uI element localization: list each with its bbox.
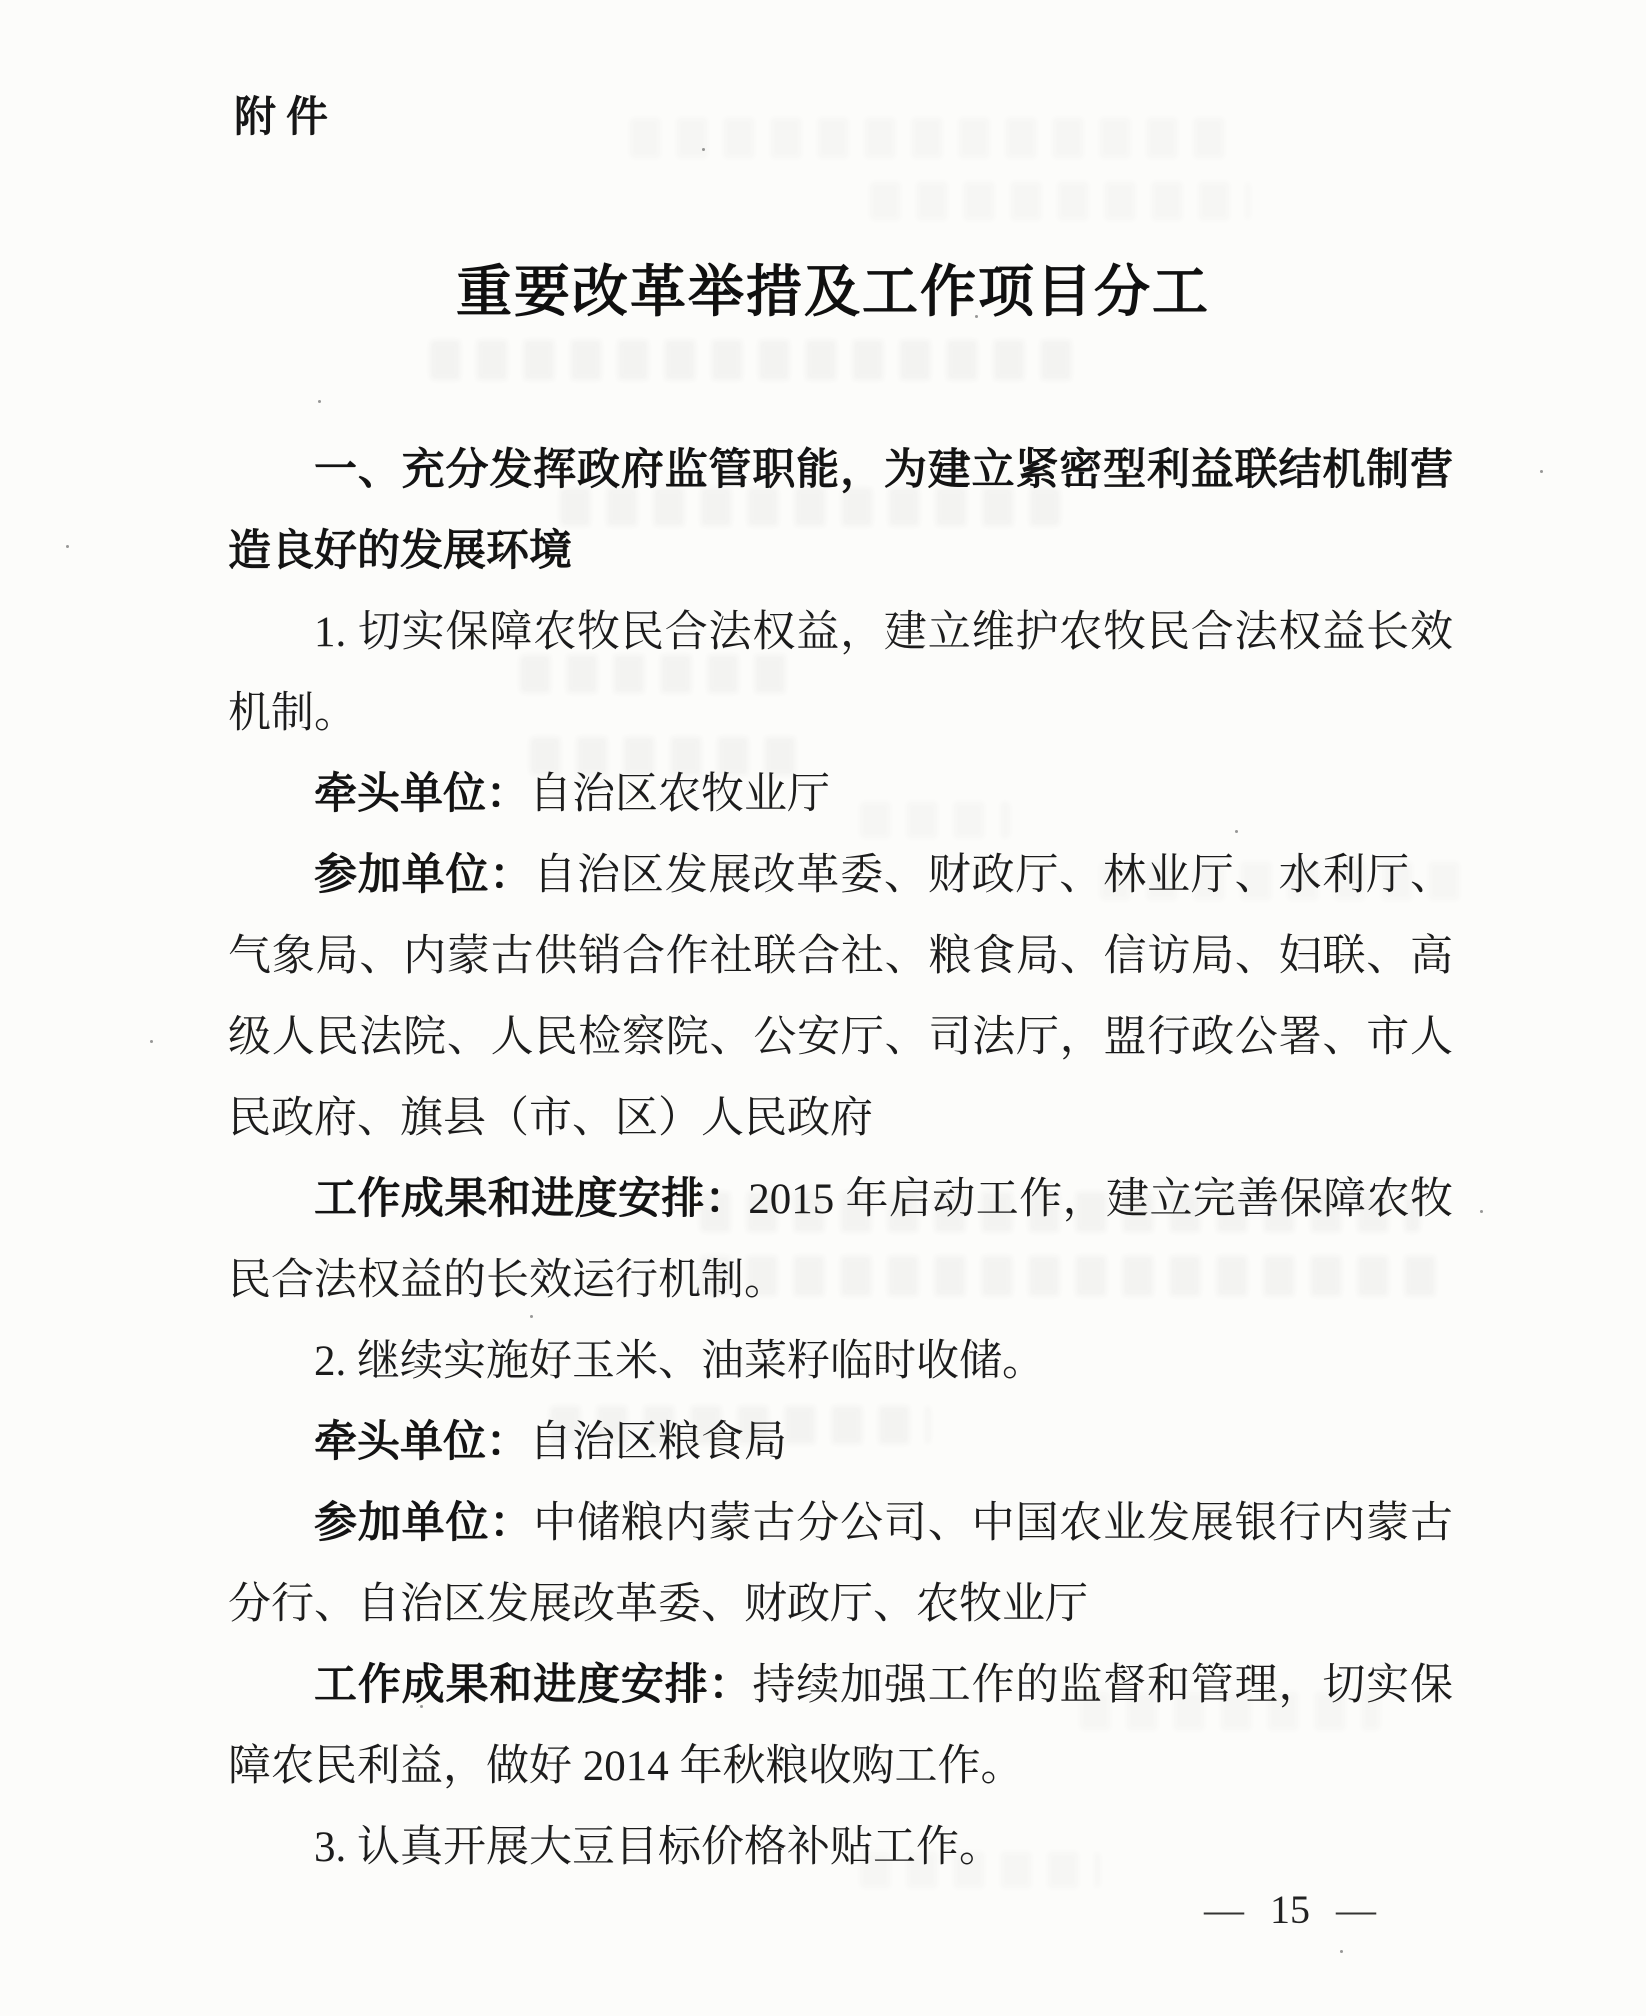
work-results-value: 持续加强工作的监督和管理，切实保障农民利益，做好 2014 年秋粮收购工作。	[228, 1662, 1454, 1790]
page-number-dash-right: —	[1336, 1887, 1376, 1932]
section-heading-1: 一、充分发挥政府监管职能，为建立紧密型利益联结机制营造良好的发展环境	[228, 446, 1453, 575]
work-results-label: 工作成果和进度安排：	[314, 1661, 753, 1709]
lead-unit-value: 自治区农牧业厅	[529, 771, 830, 818]
participating-units-paragraph-1	[228, 835, 1453, 1159]
scan-speck	[1480, 1210, 1483, 1213]
participating-units-label: 参加单位：	[314, 851, 534, 899]
page-number-dash-left: —	[1204, 1887, 1244, 1932]
page-number-value: 15	[1270, 1887, 1310, 1932]
bleedthrough-smudge	[870, 182, 1250, 220]
bleedthrough-smudge	[630, 118, 1240, 158]
document-title: 重要改革举措及工作项目分工	[456, 262, 1210, 324]
work-results-paragraph-1	[228, 1159, 1453, 1321]
scan-speck	[150, 1040, 153, 1043]
work-results-value: 2015 年启动工作，建立完善保障农牧民合法权益的长效运行机制。	[228, 1176, 1454, 1304]
scan-speck	[1540, 470, 1543, 473]
participating-units-value: 中储粮内蒙古分公司、中国农业发展银行内蒙古分行、自治区发展改革委、财政厅、农牧业厅	[228, 1500, 1454, 1628]
lead-unit-value: 自治区粮食局	[529, 1419, 787, 1466]
lead-unit-label: 牵头单位：	[314, 1418, 529, 1466]
scan-speck	[1340, 1950, 1343, 1953]
page-number	[1204, 1886, 1376, 1933]
lead-unit-paragraph-1	[228, 754, 1453, 835]
lead-unit-paragraph-2	[228, 1402, 1453, 1483]
participating-units-paragraph-2	[228, 1483, 1453, 1645]
document-body	[228, 430, 1453, 1888]
scan-speck	[702, 148, 705, 151]
attachment-label: 附件	[234, 93, 339, 140]
participating-units-label: 参加单位：	[314, 1499, 534, 1547]
work-results-label: 工作成果和进度安排：	[314, 1175, 749, 1223]
lead-unit-label: 牵头单位：	[314, 770, 529, 818]
work-results-paragraph-2	[228, 1645, 1453, 1807]
scan-speck	[318, 400, 321, 403]
item-2: 2. 继续实施好玉米、油菜籽临时收储。	[314, 1338, 1045, 1385]
scan-speck	[66, 545, 69, 548]
bleedthrough-smudge	[430, 340, 1075, 380]
participating-units-value: 自治区发展改革委、财政厅、林业厅、水利厅、气象局、内蒙古供销合作社联合社、粮食局、信访局、妇联、高级人民法院、人民检察院、公安厅、司法厅，盟行政公署、市人民政府、旗县（市、区）人民政府	[228, 852, 1454, 1142]
item-1: 1. 切实保障农牧民合法权益，建立维护农牧民合法权益长效机制。	[228, 609, 1453, 737]
item-3: 3. 认真开展大豆目标价格补贴工作。	[314, 1824, 1002, 1871]
